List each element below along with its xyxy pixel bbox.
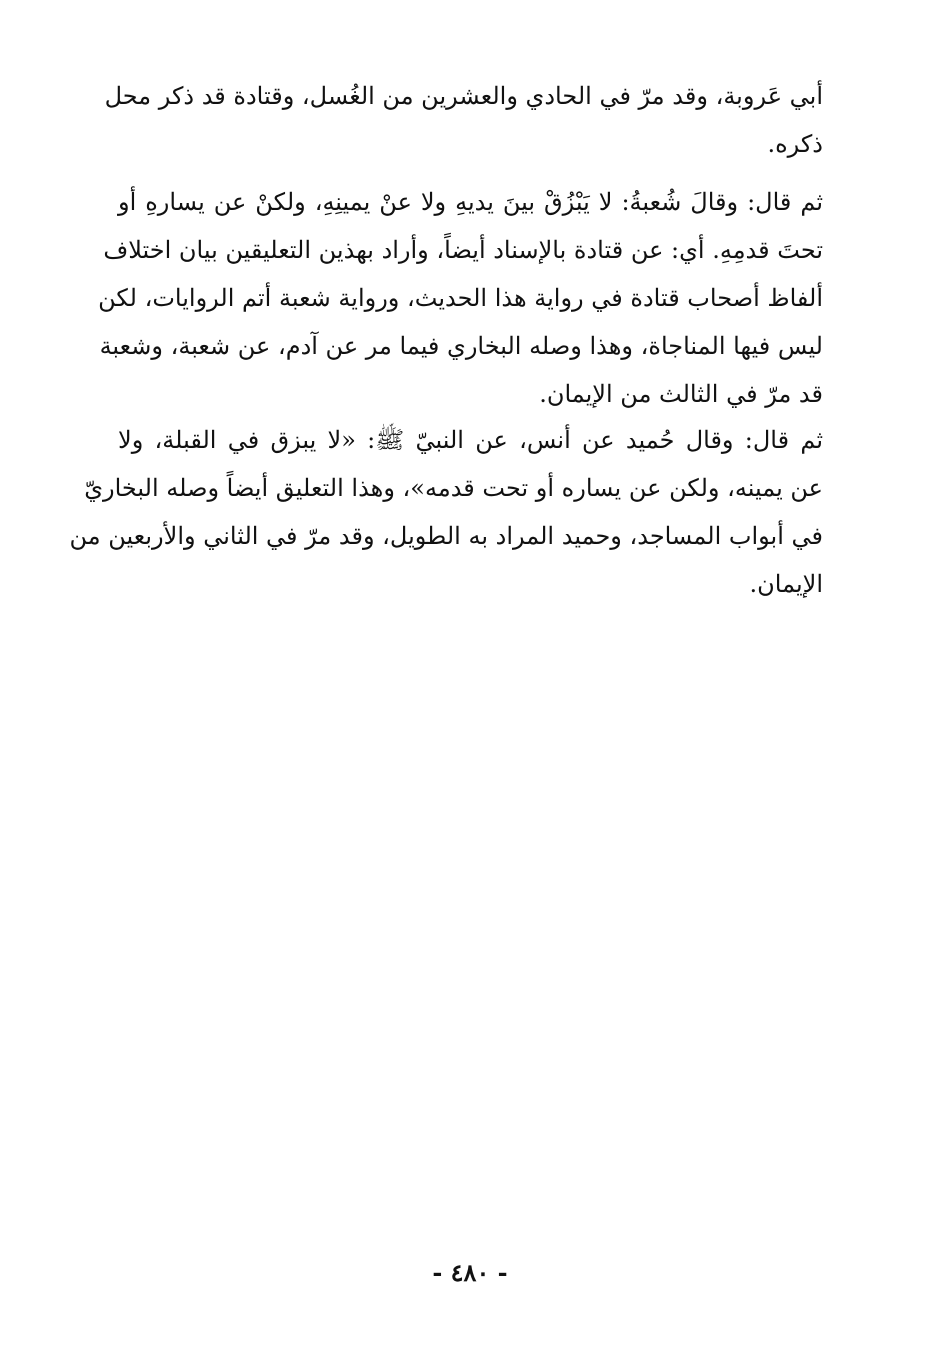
paragraph-3	[69, 416, 823, 608]
paragraph-1-line-1: أبي عَروبة، وقد مرّ في الحادي والعشرين من الغُسل، وقتادة قد ذكر محل	[104, 82, 823, 110]
paragraph-1	[104, 72, 823, 168]
paragraph-2-line-1: ثم قال: وقالَ شُعبةُ: لا يَبْزُقْ بينَ يديهِ ولا عنْ يمينِهِ، ولكنْ عن يسارهِ أو	[118, 188, 823, 216]
paragraph-1-line-2: ذكره.	[767, 130, 823, 158]
paragraph-3-line-3: في أبواب المساجد، وحميد المراد به الطويل، وقد مرّ في الثاني والأربعين من	[69, 522, 823, 550]
paragraph-3-line-1: ثم قال: وقال حُميد عن أنس، عن النبيّ ﷺ: «لا يبزق في القبلة، ولا	[118, 426, 823, 454]
page-number: - ٤٨٠ -	[432, 1258, 508, 1287]
paragraph-2-line-3: ألفاظ أصحاب قتادة في رواية هذا الحديث، ورواية شعبة أتم الروايات، لكن	[98, 284, 823, 312]
paragraph-3-line-4: الإيمان.	[749, 570, 823, 598]
paragraph-2	[98, 178, 823, 418]
paragraph-2-line-4: ليس فيها المناجاة، وهذا وصله البخاري فيما مر عن آدم، عن شعبة، وشعبة	[99, 332, 823, 360]
paragraph-3-line-2: عن يمينه، ولكن عن يساره أو تحت قدمه»، وهذا التعليق أيضاً وصله البخاريّ	[84, 474, 823, 502]
paragraph-2-line-2: تحتَ قدمِهِ. أي: عن قتادة بالإسناد أيضاً، وأراد بهذين التعليقين بيان اختلاف	[103, 236, 823, 264]
paragraph-2-line-5: قد مرّ في الثالث من الإيمان.	[539, 380, 823, 408]
